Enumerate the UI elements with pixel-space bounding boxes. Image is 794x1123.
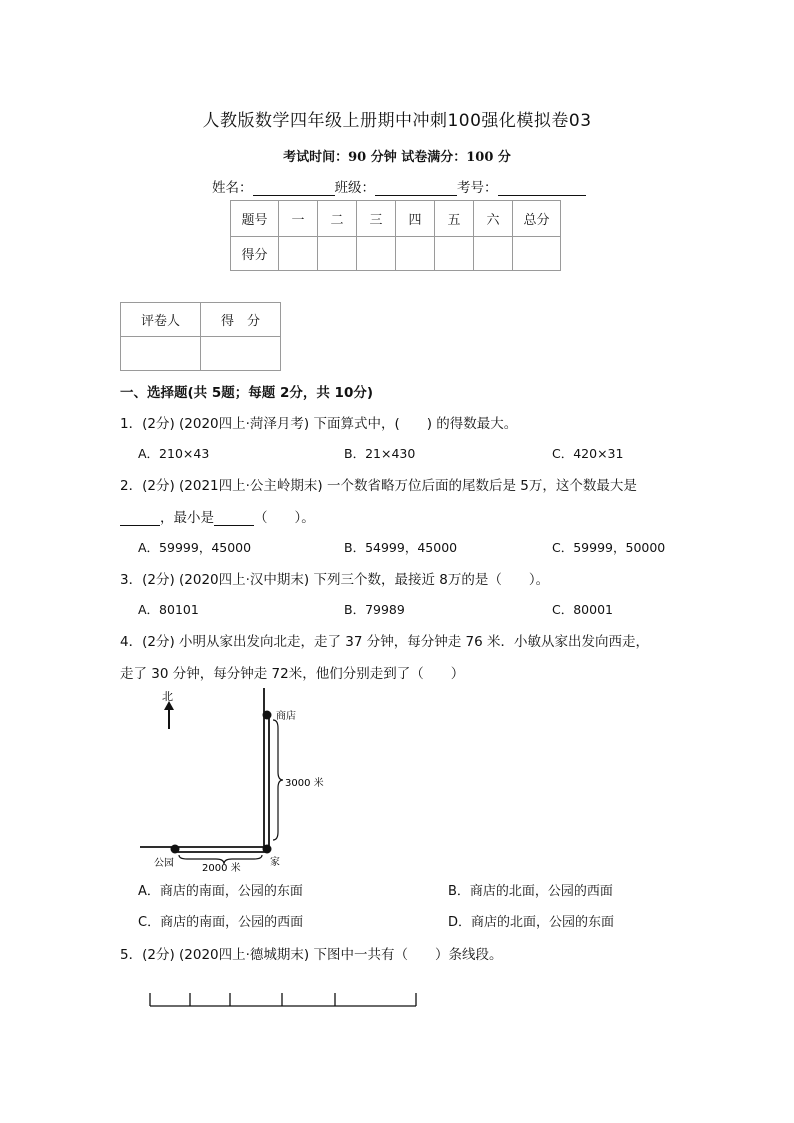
q2-end-text: （ ）。 <box>254 510 315 526</box>
shop-point <box>263 711 272 720</box>
q3-option-c[interactable]: C．80001 <box>552 602 613 617</box>
class-label: 班级： <box>334 180 375 196</box>
question-5: 5．(2分) (2020四上·德城期末) 下图中一共有（ ）条线段。 <box>120 947 503 963</box>
exam-subtitle: 考试时间：90 分钟 试卷满分：100 分 <box>283 150 511 165</box>
north-distance-brace <box>273 720 283 840</box>
q2-mid-text: ，最小是 <box>160 510 214 526</box>
q2-blank-max[interactable] <box>120 511 160 526</box>
class-field[interactable] <box>375 180 457 196</box>
q4-option-b[interactable]: B．商店的北面，公园的西面 <box>448 884 613 899</box>
number-label: 考号： <box>457 180 498 196</box>
q2-blank-min[interactable] <box>214 511 254 526</box>
q2-option-a[interactable]: A．59999，45000 <box>138 540 252 555</box>
q1-option-c[interactable]: C．420×31 <box>552 446 624 461</box>
question-4-line1: 4．(2分) 小明从家出发向北走，走了 37 分钟，每分钟走 76 米．小敏从家出发向西走， <box>120 634 650 650</box>
student-info-line <box>212 176 586 196</box>
section-heading: 一、选择题(共 5题；每题 2分，共 10分) <box>120 385 374 401</box>
question-2-line2 <box>120 506 315 526</box>
score-cell[interactable] <box>279 237 318 271</box>
q1-option-a[interactable]: A．210×43 <box>138 446 210 461</box>
score-cell[interactable] <box>396 237 435 271</box>
north-label: 北 <box>162 690 173 703</box>
q3-option-b[interactable]: B．79989 <box>344 602 405 617</box>
score-cell[interactable] <box>513 237 561 271</box>
segment-diagram <box>146 988 421 1012</box>
score-header-cell: 五 <box>435 201 474 237</box>
score-cell[interactable] <box>357 237 396 271</box>
q2-option-b[interactable]: B．54999，45000 <box>344 540 458 555</box>
north-distance-label: 3000 米 <box>285 778 324 789</box>
shop-label: 商店 <box>276 711 296 722</box>
score-header-cell: 二 <box>318 201 357 237</box>
score-header-cell: 三 <box>357 201 396 237</box>
question-2-line1: 2．(2分) (2021四上·公主岭期末) 一个数省略万位后面的尾数后是 5万，这个数最大是 <box>120 478 637 494</box>
q4-option-c[interactable]: C．商店的南面，公园的西面 <box>138 915 304 930</box>
score-header-cell: 题号 <box>231 201 279 237</box>
q1-option-b[interactable]: B．21×430 <box>344 446 416 461</box>
page-title: 人教版数学四年级上册期中冲刺100强化模拟卷03 <box>202 111 592 131</box>
question-4-line2: 走了 30 分钟，每分钟走 72米，他们分别走到了（ ） <box>120 666 465 682</box>
direction-map <box>136 684 336 874</box>
home-point <box>263 845 272 854</box>
score-header-cell: 总分 <box>513 201 561 237</box>
q4-option-d[interactable]: D．商店的北面，公园的东面 <box>448 915 615 930</box>
score-table <box>230 200 561 271</box>
park-point <box>171 845 180 854</box>
score-header-cell: 四 <box>396 201 435 237</box>
name-field[interactable] <box>253 180 335 196</box>
park-label: 公园 <box>154 858 174 869</box>
number-field[interactable] <box>498 180 586 196</box>
grader-label: 评卷人 <box>121 303 201 337</box>
grader-table <box>120 302 281 371</box>
q3-option-a[interactable]: A．80101 <box>138 602 199 617</box>
score-cell[interactable] <box>435 237 474 271</box>
west-distance-label: 2000 米 <box>202 863 241 874</box>
north-arrow-icon <box>164 701 174 729</box>
q2-option-c[interactable]: C．59999，50000 <box>552 540 666 555</box>
q4-option-a[interactable]: A．商店的南面，公园的东面 <box>138 884 303 899</box>
score-header-cell: 一 <box>279 201 318 237</box>
question-3: 3．(2分) (2020四上·汉中期末) 下列三个数，最接近 8万的是（ ）。 <box>120 572 550 588</box>
question-1: 1．(2分) (2020四上·菏泽月考) 下面算式中，( ) 的得数最大。 <box>120 416 518 432</box>
score-header-cell: 六 <box>474 201 513 237</box>
grader-score-cell[interactable] <box>201 337 281 371</box>
home-label: 家 <box>270 857 280 868</box>
west-road <box>140 847 268 852</box>
grader-cell[interactable] <box>121 337 201 371</box>
grader-score-label: 得 分 <box>201 303 281 337</box>
score-cell[interactable] <box>318 237 357 271</box>
score-cell[interactable] <box>474 237 513 271</box>
score-row-label: 得分 <box>231 237 279 271</box>
name-label: 姓名： <box>212 180 253 196</box>
